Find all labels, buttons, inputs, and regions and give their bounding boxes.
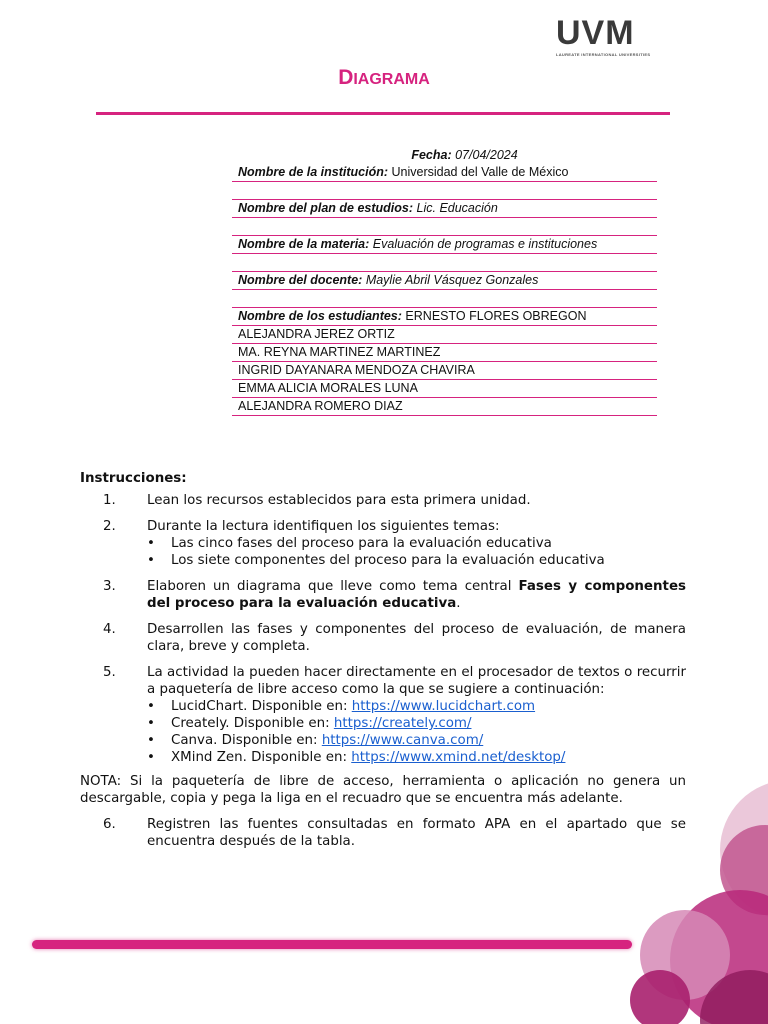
bullet-icon: • xyxy=(147,750,155,765)
instruction-item xyxy=(80,492,686,509)
canva-link[interactable]: https://www.canva.com/ xyxy=(321,733,484,748)
student-name: ALEJANDRA JEREZ ORTIZ xyxy=(238,327,395,341)
student-name: ALEJANDRA ROMERO DIAZ xyxy=(238,399,403,413)
bullet-item xyxy=(147,535,686,552)
subject-value: Evaluación de programas e instituciones xyxy=(372,237,598,251)
plan-row xyxy=(232,200,657,218)
link-prefix: XMind Zen. Disponible en: xyxy=(171,750,352,765)
bullet-icon: • xyxy=(147,536,155,551)
item-text: Durante la lectura identifiquen los siguientes temas: xyxy=(147,519,500,534)
instruction-item xyxy=(80,664,686,766)
link-prefix: Canva. Disponible en: xyxy=(171,733,322,748)
student-row xyxy=(232,362,657,380)
item-number: 4. xyxy=(103,622,116,637)
date-value: 07/04/2024 xyxy=(455,148,518,162)
bullet-icon: • xyxy=(147,699,155,714)
student-row xyxy=(232,380,657,398)
item-text: Lean los recursos establecidos para esta primera unidad. xyxy=(147,493,531,508)
institution-row xyxy=(232,164,657,182)
bullet-item xyxy=(147,715,686,732)
subject-row xyxy=(232,236,657,254)
student-row xyxy=(232,344,657,362)
lucidchart-link[interactable]: https://www.lucidchart.com xyxy=(351,699,536,714)
title-first-letter: D xyxy=(338,66,354,89)
institution-label: Nombre de la institución: xyxy=(238,165,389,179)
decorative-circles xyxy=(590,770,768,1024)
date-line xyxy=(232,146,657,164)
student-row xyxy=(232,398,657,416)
item-number: 5. xyxy=(103,665,116,680)
item-text: Registren las fuentes consultadas en formato APA en el apartado que se encuentra después de la tabla. xyxy=(147,817,686,849)
date-label: Fecha: xyxy=(411,148,452,162)
bullet-icon: • xyxy=(147,716,155,731)
link-prefix: Creately. Disponible en: xyxy=(171,716,334,731)
item-text: Desarrollen las fases y componentes del proceso de evaluación, de manera clara, breve y completa. xyxy=(147,622,686,654)
uvm-logo xyxy=(556,14,651,60)
subject-label: Nombre de la materia: xyxy=(238,237,370,251)
item-number: 3. xyxy=(103,579,116,594)
footer-bar xyxy=(32,940,632,949)
student-name: MA. REYNA MARTINEZ MARTINEZ xyxy=(238,345,441,359)
item-text-end: . xyxy=(456,596,461,611)
students-label: Nombre de los estudiantes: xyxy=(238,309,402,323)
item-number: 6. xyxy=(103,817,116,832)
blank-row xyxy=(232,218,657,236)
bullet-text: Las cinco fases del proceso para la evaluación educativa xyxy=(171,536,552,551)
teacher-value: Maylie Abril Vásquez Gonzales xyxy=(365,273,539,287)
item-text-start: Elaboren un diagrama que lleve como tema central xyxy=(147,579,519,594)
xmind-link[interactable]: https://www.xmind.net/desktop/ xyxy=(351,750,566,765)
instruction-item xyxy=(80,518,686,569)
creately-link[interactable]: https://creately.com/ xyxy=(333,716,472,731)
instruction-item xyxy=(80,578,686,612)
page-title xyxy=(0,66,768,90)
note-text: NOTA: Si la paquetería de libre de acceso, herramienta o aplicación no genera un descargable, copia y pega la liga en el recuadro que se encuentra más adelante. xyxy=(80,774,686,806)
plan-value: Lic. Educación xyxy=(416,201,498,215)
institution-value: Universidad del Valle de México xyxy=(391,165,569,179)
title-divider xyxy=(96,112,670,115)
item-text-bold: Fases y componentes del proceso para la evaluación educativa xyxy=(147,579,686,611)
student-row xyxy=(232,326,657,344)
bullet-text: Los siete componentes del proceso para la evaluación educativa xyxy=(171,553,605,568)
item-number: 2. xyxy=(103,519,116,534)
student-name: ERNESTO FLORES OBREGON xyxy=(405,309,587,323)
bullet-item xyxy=(147,749,686,766)
title-rest: IAGRAMA xyxy=(353,71,430,88)
item-text: La actividad la pueden hacer directamente en el procesador de textos o recurrir a paquetería de libre acceso como la que se sugiere a continuación: xyxy=(147,665,686,697)
student-name: EMMA ALICIA MORALES LUNA xyxy=(238,381,418,395)
info-block xyxy=(232,146,657,416)
bullet-item xyxy=(147,732,686,749)
bullet-item xyxy=(147,698,686,715)
instruction-item xyxy=(80,621,686,655)
logo-subtitle: LAUREATE INTERNATIONAL UNIVERSITIES xyxy=(556,52,651,57)
bullet-item xyxy=(147,552,686,569)
bullet-icon: • xyxy=(147,733,155,748)
instructions-title: Instrucciones: xyxy=(80,471,187,486)
link-prefix: LucidChart. Disponible en: xyxy=(171,699,352,714)
bullet-icon: • xyxy=(147,553,155,568)
student-name: INGRID DAYANARA MENDOZA CHAVIRA xyxy=(238,363,475,377)
blank-row xyxy=(232,290,657,308)
students-row xyxy=(232,308,657,326)
item-text xyxy=(147,578,686,612)
plan-label: Nombre del plan de estudios: xyxy=(238,201,414,215)
item-number: 1. xyxy=(103,493,116,508)
blank-row xyxy=(232,182,657,200)
logo-text: UVM xyxy=(556,14,635,52)
teacher-row xyxy=(232,272,657,290)
blank-row xyxy=(232,254,657,272)
teacher-label: Nombre del docente: xyxy=(238,273,363,287)
